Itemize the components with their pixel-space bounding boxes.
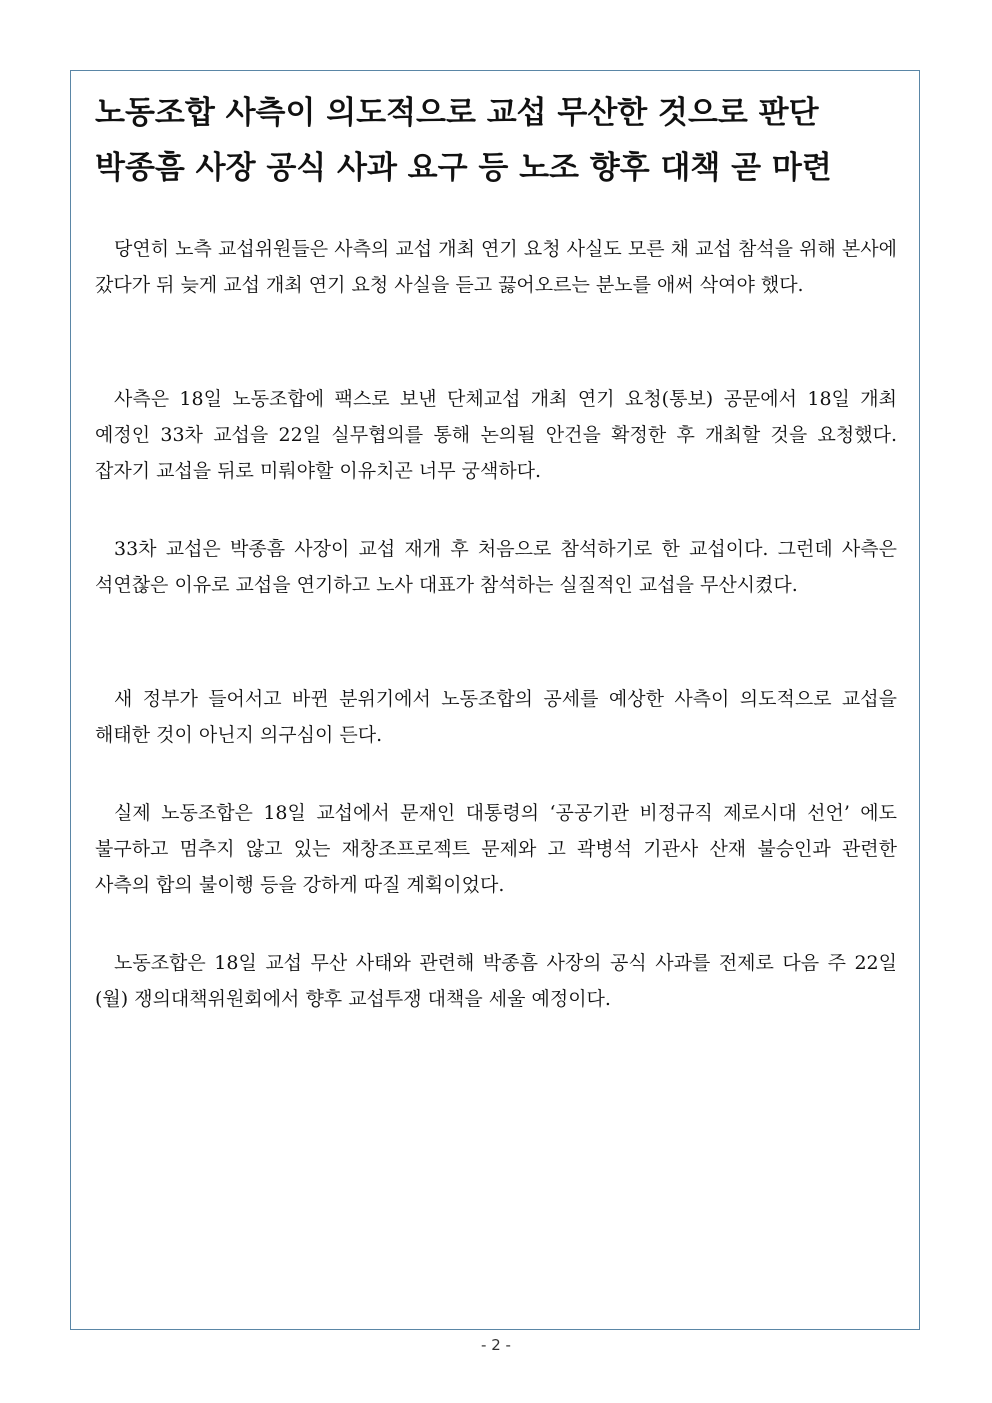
paragraph-6: 노동조합은 18일 교섭 무산 사태와 관련해 박종흠 사장의 공식 사과를 전제로 다음 주 22일(월) 쟁의대책위원회에서 향후 교섭투쟁 대책을 세울 예정이다. xyxy=(95,952,897,1010)
headline-line-2: 박종흠 사장 공식 사과 요구 등 노조 향후 대책 곧 마련 xyxy=(95,150,832,186)
paragraph-3: 33차 교섭은 박종흠 사장이 교섭 재개 후 처음으로 참석하기로 한 교섭이다. 그런데 사측은 석연찮은 이유로 교섭을 연기하고 노사 대표가 참석하는 실질적인 교섭을 무산시켰다. xyxy=(95,538,897,596)
article-frame xyxy=(70,70,920,1330)
page-number: - 2 - xyxy=(481,1336,511,1354)
headline-line-1: 노동조합 사측이 의도적으로 교섭 무산한 것으로 판단 xyxy=(95,95,819,131)
paragraph-2: 사측은 18일 노동조합에 팩스로 보낸 단체교섭 개최 연기 요청(통보) 공문에서 18일 개최 예정인 33차 교섭을 22일 실무협의를 통해 논의될 안건을 확정한 후 개최할 것을 요청했다. 잡자기 교섭을 뒤로 미뤄야할 이유치곤 너무 궁색하다. xyxy=(95,388,897,482)
paragraph-4: 새 정부가 들어서고 바뀐 분위기에서 노동조합의 공세를 예상한 사측이 의도적으로 교섭을 해태한 것이 아닌지 의구심이 든다. xyxy=(95,688,897,746)
paragraph-5: 실제 노동조합은 18일 교섭에서 문재인 대통령의 ‘공공기관 비정규직 제로시대 선언’ 에도 불구하고 멈추지 않고 있는 재창조프로젝트 문제와 고 곽병석 기관사 산재 불승인과 관련한 사측의 합의 불이행 등을 강하게 따질 계획이었다. xyxy=(95,802,897,896)
paragraph-1: 당연히 노측 교섭위원들은 사측의 교섭 개최 연기 요청 사실도 모른 채 교섭 참석을 위해 본사에 갔다가 뒤 늦게 교섭 개최 연기 요청 사실을 듣고 끓어오르는 분노를 애써 삭여야 했다. xyxy=(95,238,897,296)
